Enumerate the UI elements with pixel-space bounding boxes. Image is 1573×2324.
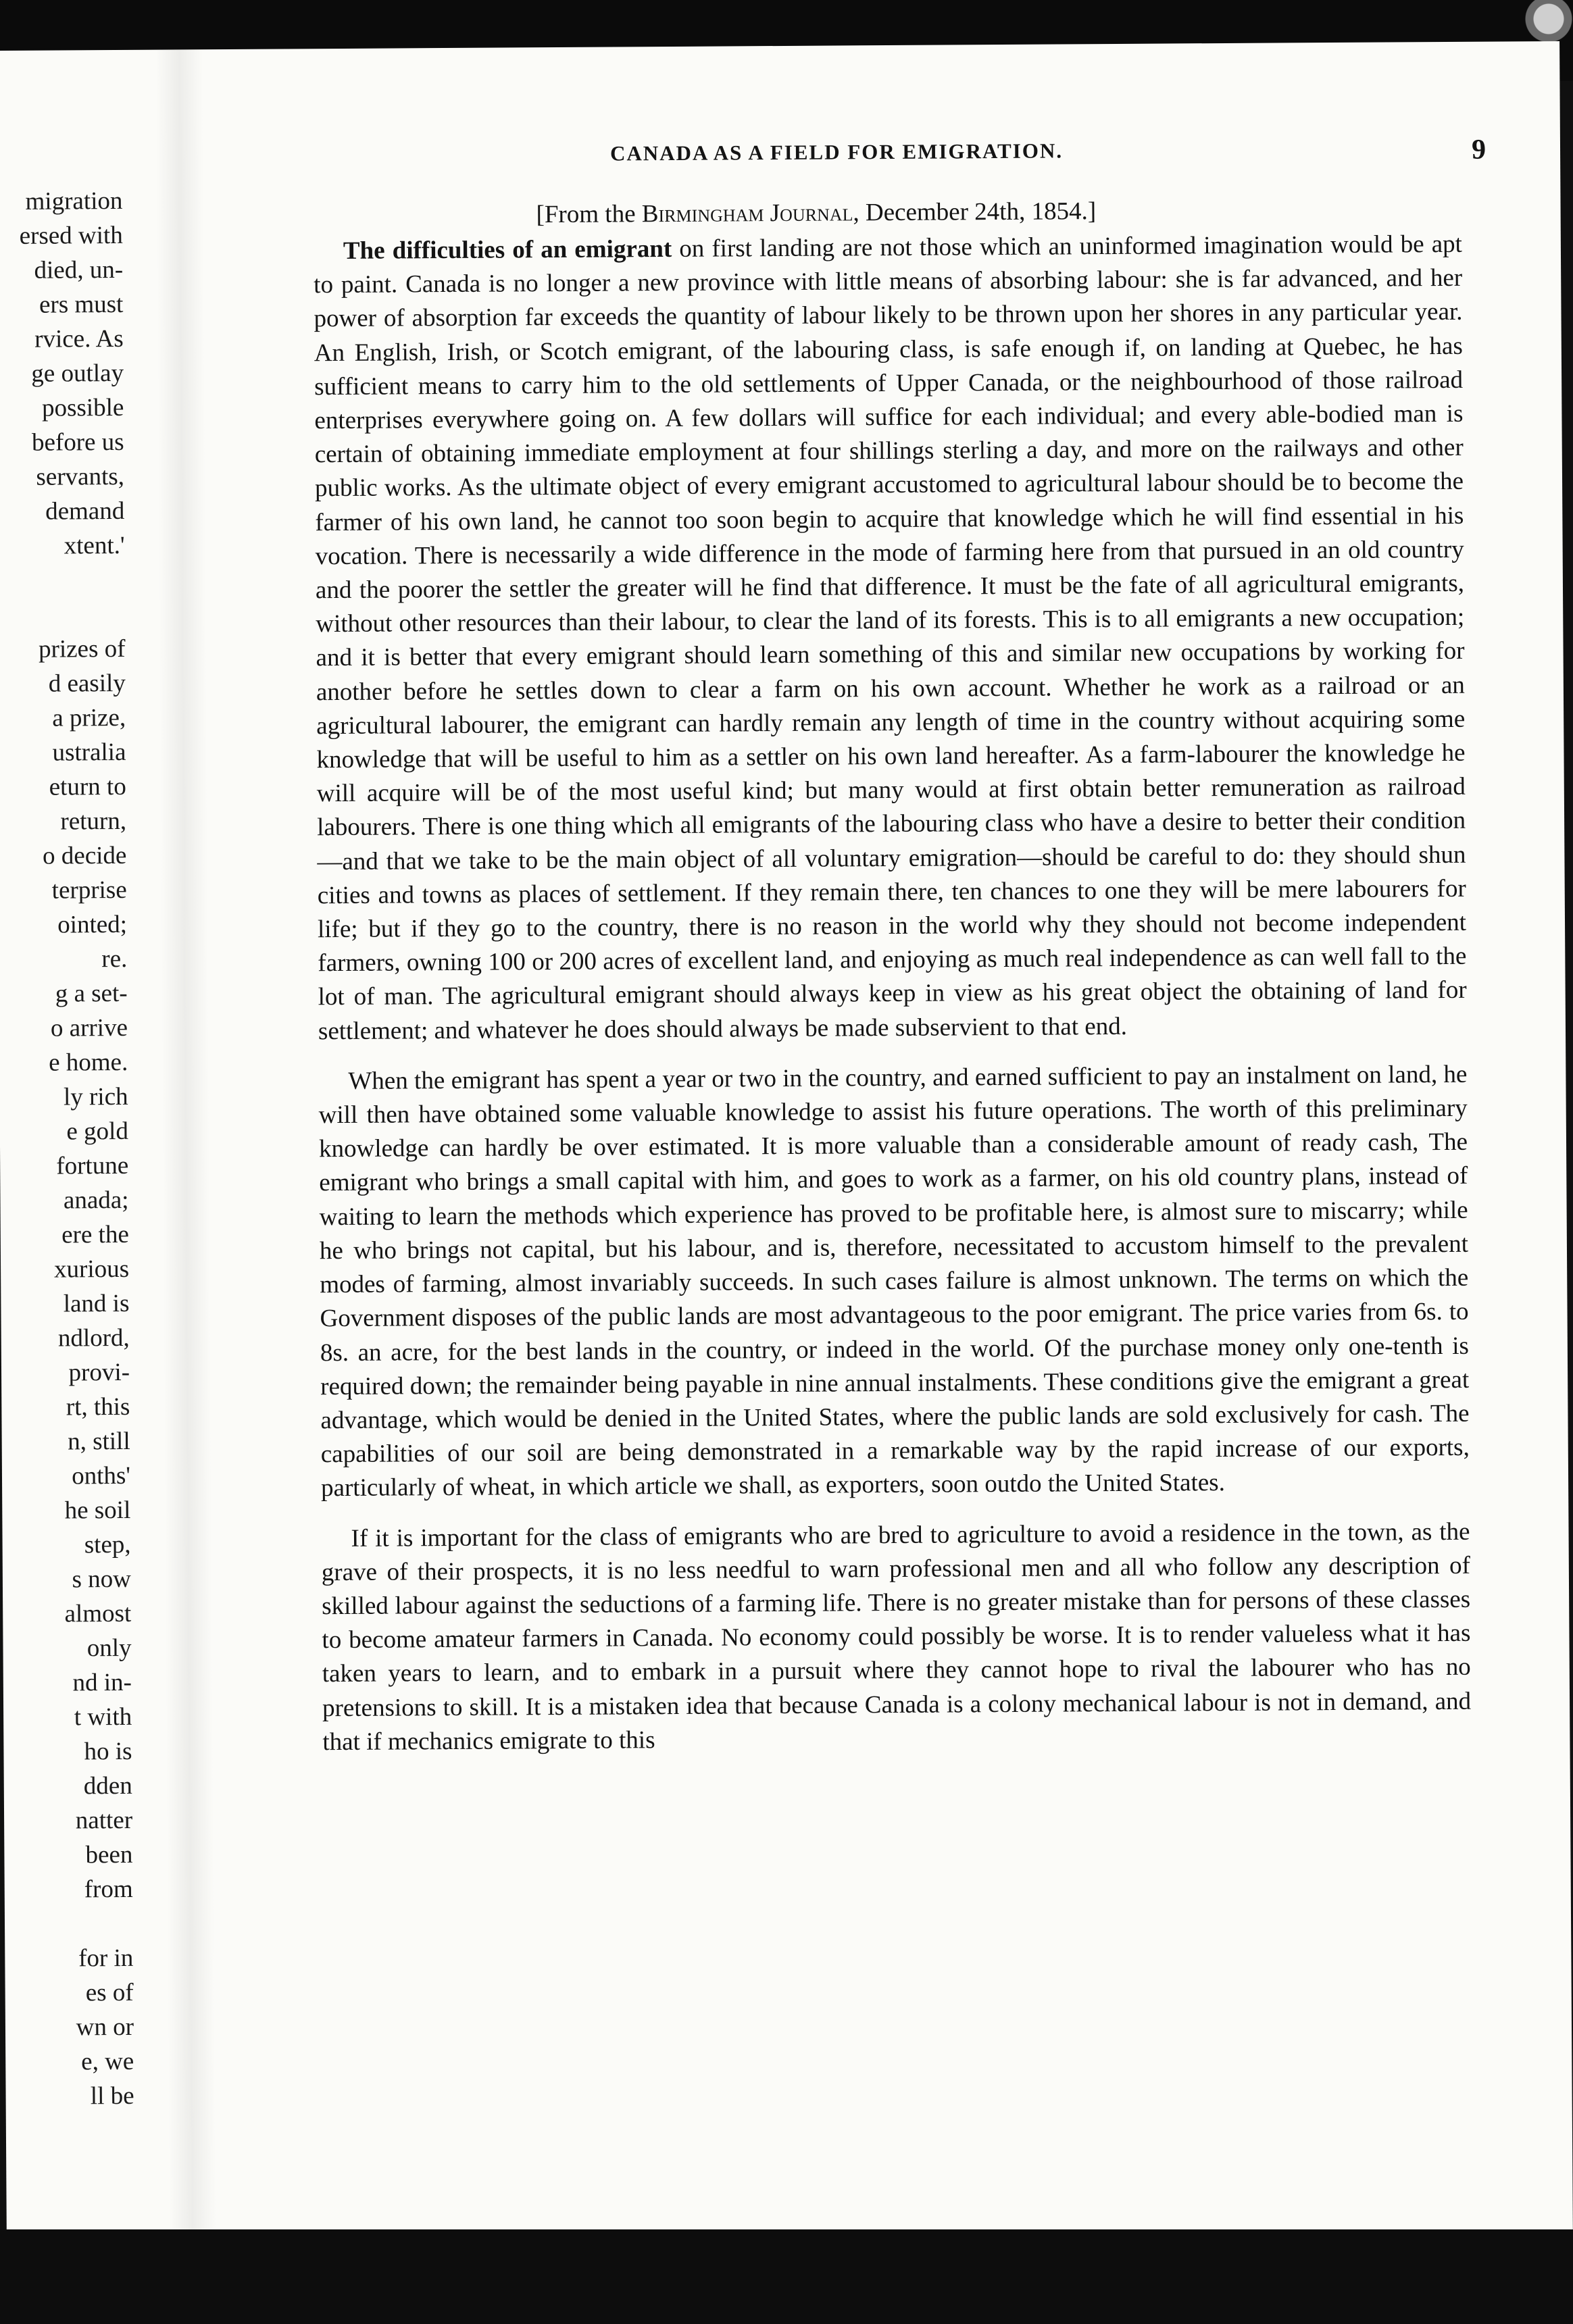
paragraph-2 <box>318 1058 1470 1506</box>
source-prefix: [From the <box>536 200 636 229</box>
facing-page-line: xtent.' <box>64 531 125 560</box>
running-title: CANADA AS A FIELD FOR EMIGRATION. <box>609 138 1064 166</box>
facing-page-line: n, still <box>68 1427 130 1456</box>
facing-page-line: prizes of <box>38 634 126 663</box>
facing-page-line: ointed; <box>57 910 128 939</box>
facing-page-line: ndlord, <box>57 1323 130 1353</box>
scan-corner-artifact <box>1512 0 1573 47</box>
gutter-shadow <box>155 49 216 2245</box>
source-citation <box>536 195 1462 229</box>
main-text-block <box>313 134 1487 1759</box>
facing-page-line: eturn to <box>49 772 126 801</box>
facing-page-line: s now <box>72 1565 132 1594</box>
paragraph-1 <box>314 228 1467 1049</box>
facing-page-line: xurious <box>53 1255 130 1284</box>
facing-page-line: died, un- <box>34 255 124 284</box>
facing-page-line: ersed with <box>19 221 123 250</box>
book-page <box>0 41 1573 2246</box>
facing-page-line: natter <box>75 1806 133 1835</box>
facing-page-line: nd in- <box>72 1668 132 1697</box>
facing-page-line: ho is <box>84 1737 132 1766</box>
facing-page-line: rvice. As <box>34 324 124 353</box>
source-journal: Birmingham Journal <box>641 199 853 228</box>
paragraph-1-text: on first landing are not those which an uninformed imagination would be apt to paint. Canada is no longer a new province with little means of absorbing labour: she is far advanced, and her power of absorption far exceeds the quantity of labour likely to be thrown upon her shores in any particular year. An English, Irish, or Scotch emigrant, of the labouring class, is safe enough if, on landing at Quebec, he has sufficient means to carry him to the old settlements of Upper Canada, or the neighbourhood of those railroad enterprises everywhere going on. A few dollars will suffice for each individual; and every able-bodied man is certain of obtaining immediate employment at four shillings sterling a day, and more on the railways and other public works. As the ultimate object of every emigrant accustomed to agricultural labour should be to become the farmer of his own land, he cannot too soon begin to acquire that knowledge which he will find essential in his vocation. There is necessarily a wide difference in the mode of farming here from that pursued in an old country and the poorer the settler the greater will he find that difference. It must be the fate of all agricultural emigrants, without other resources than their labour, to clear the land of its forests. This is to all emigrants a new occupation; and it is better that every emigrant should learn something of this and similar new occupations by working for another before he settles down to clear a farm on his own account. Whether he work as a railroad or an agricultural labourer, the emigrant can hardly remain any length of time in the country without acquiring some knowledge that will be useful to him as a settler on his own land hereafter. As a farm-labourer the knowledge he will acquire will be of the most useful kind; but many would at first obtain better remuneration as railroad labourers. There is one thing which all emigrants of the labouring class who have a desire to better their condition—and that we take to be the main object of all voluntary emigration—should be careful to do: they should shun cities and towns as places of settlement. If they remain there, ten chances to one they will be mere labourers for life; but if they go to the country, there is no reason in the world why they should not become independent farmers, owning 100 or 200 acres of excellent land, and enjoying as much real independence as can well fall to the lot of man. The agricultural emigrant should always keep in view as his great object the obtaining of land for settlement; and whatever he does should always be made subservient to that end. <box>314 230 1467 1045</box>
facing-page-line: g a set- <box>55 979 128 1008</box>
facing-page-line <box>0 597 125 632</box>
facing-page-line: ere the <box>61 1220 129 1249</box>
facing-page-line: onths' <box>72 1461 131 1490</box>
scan-bottom-border <box>0 2229 1573 2324</box>
facing-page-line: ers must <box>39 290 124 319</box>
facing-page-line: demand <box>45 497 125 526</box>
facing-page-line: fortune <box>56 1151 129 1180</box>
facing-page-line: migration <box>25 186 123 216</box>
facing-page-line: d easily <box>48 669 126 698</box>
facing-page-line: before us <box>31 428 124 457</box>
paragraph-2-text: When the emigrant has spent a year or two in the country, and earned sufficient to pay an instalment on land, he will then have obtained some valuable knowledge to assist his future operations. The worth of this preliminary knowledge can hardly be over estimated. It is more valuable than a considerable amount of ready cash, The emigrant who brings a small capital with him, and goes to work as a farmer, on his old country plans, instead of waiting to learn the methods which experience has proved to be profitable here, is almost sure to miscarry; while he who brings not capital, but his labour, and is, therefore, necessitated to accustom himself to the prevalent modes of farming, almost invariably succeeds. In such cases failure is almost unknown. The terms on which the Government disposes of the public lands are most advantageous to the poor emigrant. The price varies from 6s. to 8s. an acre, for the best lands in the country, or indeed in the world. Of the purchase money only one-tenth is required down; the remainder being payable in nine annual instalments. These conditions give the emigrant a great advantage, which would be denied in the United States, where the public lands are sold exclusively for cash. The capabilities of our soil are being demonstrated in a remarkable way by the rapid increase of our exports, particularly of wheat, in which article we shall, as exporters, soon outdo the United States. <box>318 1060 1470 1502</box>
facing-page-line: ustralia <box>52 738 126 767</box>
facing-page-line: only <box>86 1634 132 1663</box>
running-head <box>313 134 1487 184</box>
facing-page-line: re. <box>101 944 128 974</box>
facing-page-line: es of <box>85 1978 134 2007</box>
facing-page-line: almost <box>64 1599 132 1628</box>
paragraph-1-lead: The difficulties of an emigrant <box>343 234 672 265</box>
facing-page-line: o arrive <box>50 1013 128 1042</box>
facing-page-line: rt, this <box>66 1392 130 1421</box>
paragraph-3 <box>321 1515 1471 1759</box>
facing-page-line: e gold <box>66 1117 128 1146</box>
facing-page-line: provi- <box>68 1358 130 1387</box>
facing-page-line: o decide <box>42 841 127 870</box>
facing-page-line: possible <box>41 393 124 422</box>
facing-page-fragments <box>0 184 139 2114</box>
facing-page-line: e home. <box>48 1048 128 1077</box>
facing-page-line: he soil <box>64 1496 131 1525</box>
facing-page-line: ly rich <box>63 1082 128 1111</box>
facing-page-line: land is <box>63 1289 130 1318</box>
source-date: , December 24th, 1854.] <box>853 197 1097 227</box>
facing-page-line: step, <box>84 1530 131 1559</box>
facing-page-line: for in <box>78 1944 134 1973</box>
facing-page-line: ll be <box>90 2081 134 2111</box>
facing-page-line: wn or <box>76 2013 134 2042</box>
facing-page-line: e, we <box>81 2047 134 2076</box>
facing-page-line: terprise <box>51 876 127 905</box>
facing-page-line: anada; <box>63 1186 129 1215</box>
facing-page-line: servants, <box>36 462 125 491</box>
facing-page-line: t with <box>74 1702 132 1732</box>
facing-page-line: from <box>84 1875 133 1904</box>
facing-page-line: ge outlay <box>31 359 124 388</box>
facing-page-line: been <box>85 1840 133 1869</box>
facing-page-line: dden <box>83 1771 132 1800</box>
page-number: 9 <box>1471 134 1487 166</box>
facing-page-line: return, <box>60 807 127 836</box>
facing-page-line: a prize, <box>52 703 126 732</box>
paragraph-3-text: If it is important for the class of emigrants who are bred to agriculture to avoid a residence in the town, as the grave of their prospects, it is no less needful to warn professional men and all who follow any description of skilled labour against the seductions of a farming life. There is no greater mistake than for persons of these classes to become amateur farmers in Canada. No economy could possibly be worse. It is to render valueless what it has taken years to learn, and to embark in a pursuit where they cannot hope to rival the labourer who has no pretensions to skill. It is a mistaken idea that because Canada is a colony mechanical labour is not in demand, and that if mechanics emigrate to this <box>321 1517 1472 1756</box>
facing-page-line <box>5 1906 133 1942</box>
facing-page-line <box>0 563 125 598</box>
